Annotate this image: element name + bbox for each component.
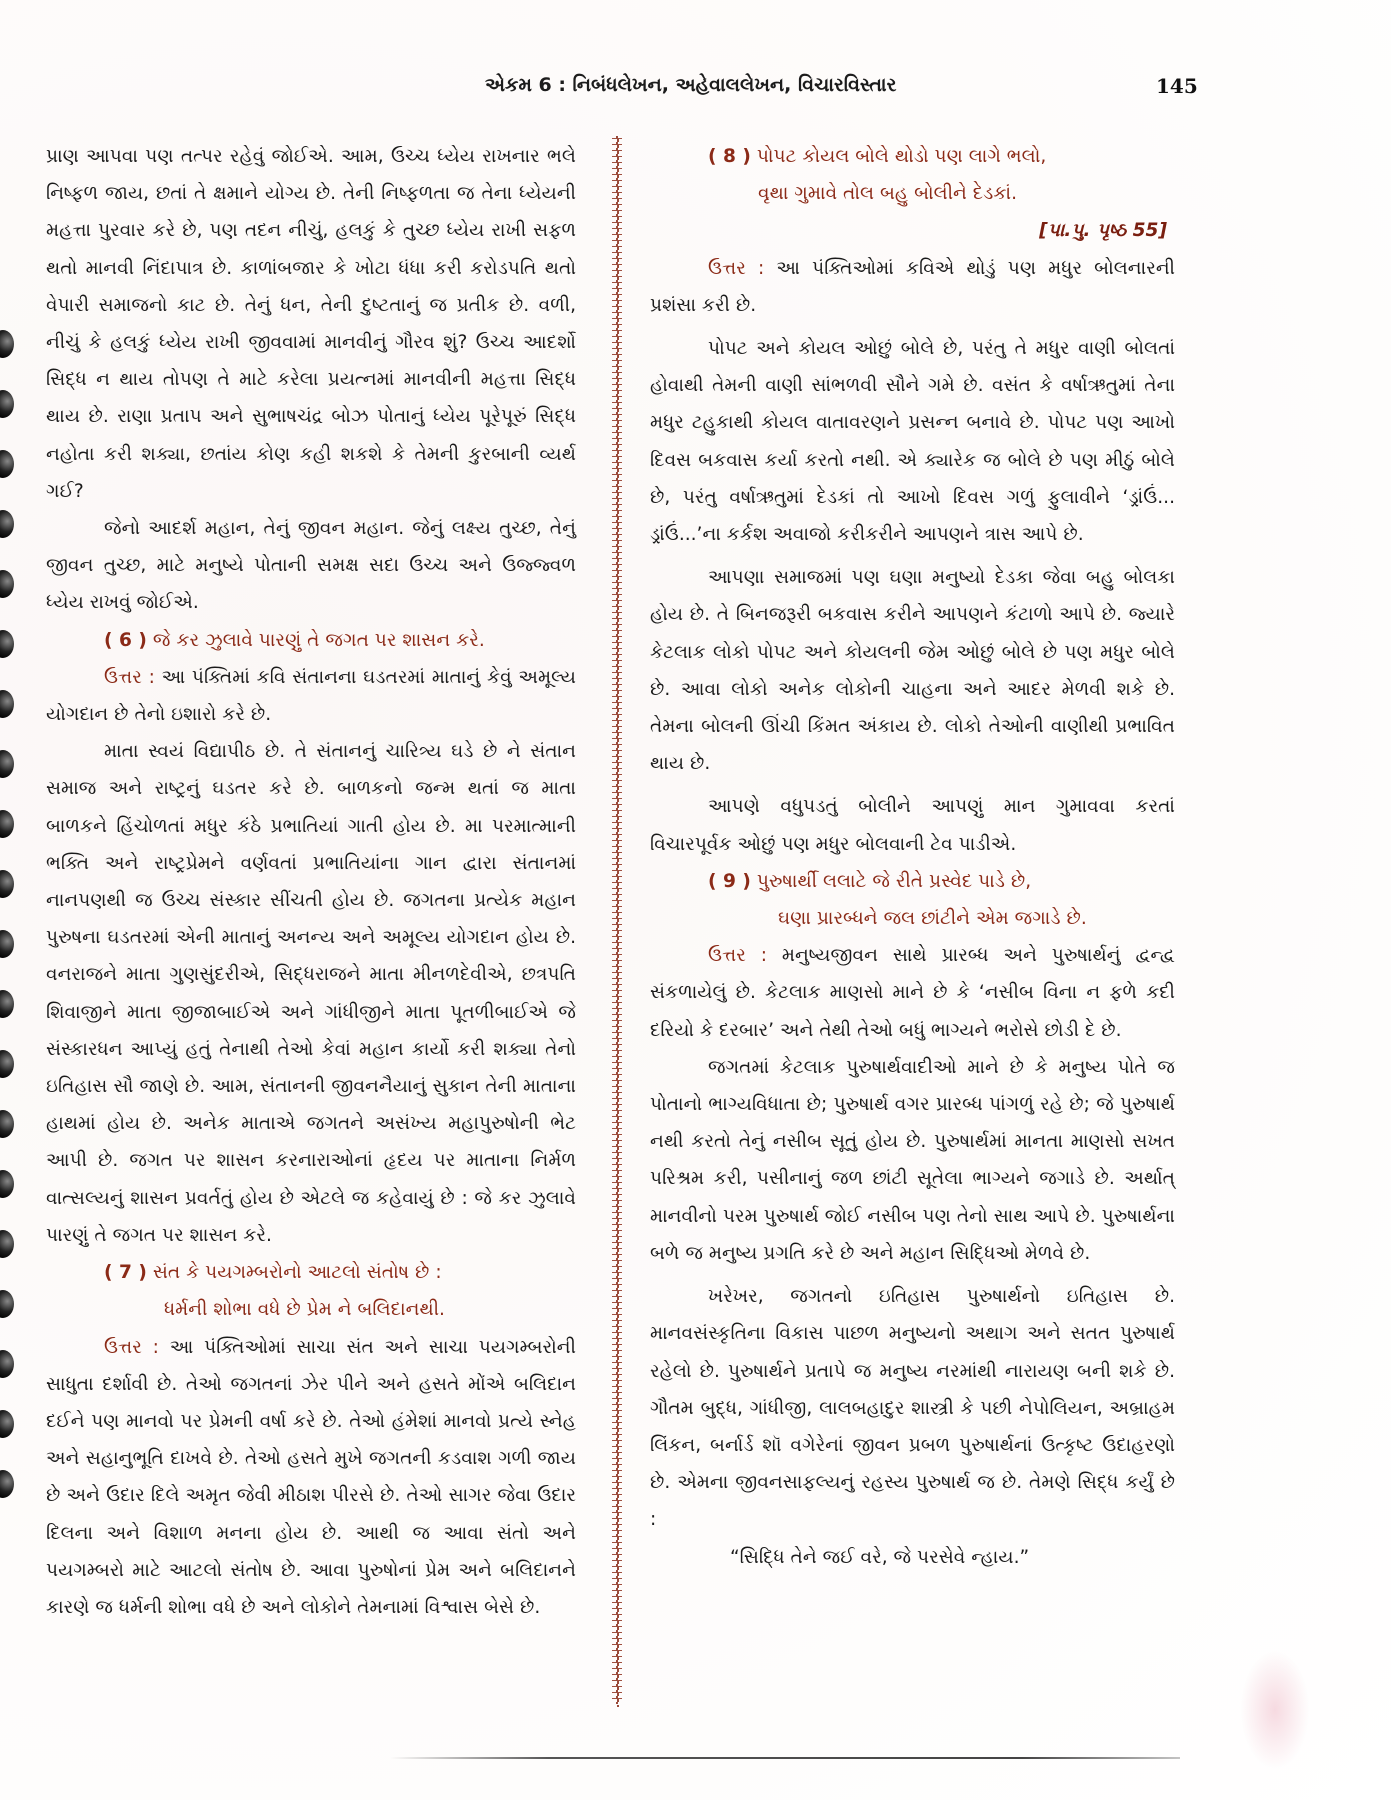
spiral-binding xyxy=(0,330,24,1630)
closing-quote: “સિદ્ધિ તેને જઈ વરે, જે પરસેવે ન્હાય.” xyxy=(730,1546,1030,1568)
answer-text: આ પંક્તિઓમાં સાચા સંત અને સાચા પયગમ્બરોની સાધુતા દર્શાવી છે. તેઓ જગતનાં ઝેર પીને અને હસતે મોંએ બલિદાન દઈને પણ માનવો પર પ્રેમની વર્ષા કરે છે. તેઓ હંમેશાં માનવો પ્રત્યે સ્નેહ અને સહાનુભૂતિ દાખવે છે. તેઓ હસતે મુખે જગતની કડવાશ ગળી જાય છે અને ઉદાર દિલે અમૃત જેવી મીઠાશ પીરસે છે. તેઓ સાગર જેવા ઉદાર દિલના અને વિશાળ મનના હોય છે. આથી જ આવા સંતો અને પયગમ્બરો માટે આટલો સંતોષ છે. આવા પુરુષોનાં પ્રેમ અને બલિદાનને કારણે જ ધર્મની શોભા વધે છે અને લોકોને તેમનામાં વિશ્વાસ બેસે છે. xyxy=(46,1336,576,1618)
verse-line: જે કર ઝુલાવે પારણું તે જગત પર શાસન કરે. xyxy=(152,629,485,651)
binding-hole xyxy=(0,990,14,1018)
binding-hole xyxy=(0,1470,14,1498)
binding-hole xyxy=(0,510,14,538)
answer xyxy=(650,250,1175,324)
binding-hole xyxy=(0,1110,14,1138)
paragraph: માતા સ્વયં વિદ્યાપીઠ છે. તે સંતાનનું ચારિત્ર્ય ઘડે છે ને સંતાન સમાજ અને રાષ્ટ્રનું ઘડતર કરે છે. બાળકનો જન્મ થતાં જ માતા બાળકને હિંચોળતાં મધુર કંઠે પ્રભાતિયાં ગાતી હોય છે. મા પરમાત્માની ભક્તિ અને રાષ્ટ્રપ્રેમને વર્ણવતાં પ્રભાતિયાંના ગાન દ્વારા સંતાનમાં નાનપણથી જ ઉચ્ચ સંસ્કાર સીંચતી હોય છે. જગતના પ્રત્યેક મહાન પુરુષના ઘડતરમાં એની માતાનું અનન્ય અને અમૂલ્ય યોગદાન હોય છે. વનરાજને માતા ગુણસુંદરીએ, સિદ્ધરાજને માતા મીનળદેવીએ, છત્રપતિ શિવાજીને માતા જીજાબાઈએ અને ગાંધીજીને માતા પૂતળીબાઈએ જે સંસ્કારધન આપ્યું હતું તેનાથી તેઓ કેવાં મહાન કાર્યો કરી શક્યા તેનો ઇતિહાસ સૌ જાણે છે. આમ, સંતાનની જીવનનૈયાનું સુકાન તેની માતાના હાથમાં હોય છે. અનેક માતાએ જગતને અસંખ્ય મહાપુરુષોની ભેટ આપી છે. જગત પર શાસન કરનારાઓનાં હૃદય પર માતાના નિર્મળ વાત્સલ્યનું શાસન પ્રવર્તતું હોય છે એટલે જ કહેવાયું છે : જે કર ઝુલાવે પારણું તે જગત પર શાસન કરે. xyxy=(46,741,576,1246)
verse-line: પોપટ કોયલ બોલે થોડો પણ લાગે ભલો, xyxy=(756,146,1047,167)
binding-hole xyxy=(0,330,14,358)
column-divider xyxy=(612,136,622,1704)
question-number: ( 9 ) xyxy=(708,870,751,892)
question-heading-9 xyxy=(650,863,1175,900)
question-number: ( 6 ) xyxy=(104,629,147,651)
verse-line: પુરુષાર્થી લલાટે જે રીતે પ્રસ્વેદ પાડે છે, xyxy=(756,870,1032,892)
page-number: 145 xyxy=(1156,74,1198,98)
right-column xyxy=(650,138,1175,1576)
paragraph: પોપટ અને કોયલ ઓછું બોલે છે, પરંતુ તે મધુર વાણી બોલતાં હોવાથી તેમની વાણી સાંભળવી સૌને ગમે છે. વસંત કે વર્ષાઋતુમાં તેના મધુર ટહુકાથી કોયલ વાતાવરણને પ્રસન્ન બનાવે છે. પોપટ પણ આખો દિવસ બકવાસ કર્યા કરતો નથી. એ ક્યારેક જ બોલે છે પણ મીઠું બોલે છે, પરંતુ વર્ષાઋતુમાં દેડકાં તો આખો દિવસ ગળું ફુલાવીને ‘ડ્રાંઉં... ડ્રાંઉં...’ના કર્કશ અવાજો કરીકરીને આપણને ત્રાસ આપે છે. xyxy=(650,338,1175,546)
page-header xyxy=(0,72,1391,112)
binding-hole xyxy=(0,750,14,778)
answer-label: ઉત્તર : xyxy=(708,257,765,279)
binding-hole xyxy=(0,1230,14,1258)
paragraph: આપણે વધુપડતું બોલીને આપણું માન ગુમાવવા કરતાં વિચારપૂર્વક ઓછું પણ મધુર બોલવાની ટેવ પાડીએ. xyxy=(650,796,1175,855)
binding-hole xyxy=(0,690,14,718)
answer-label: ઉત્તર : xyxy=(104,666,155,688)
binding-hole xyxy=(0,570,14,598)
binding-hole xyxy=(0,1290,14,1318)
answer-text: આ પંક્તિઓમાં કવિએ થોડું પણ મધુર બોલનારની પ્રશંસા કરી છે. xyxy=(650,257,1175,316)
binding-hole xyxy=(0,1350,14,1378)
verse-line: સંત કે પયગમ્બરોનો આટલો સંતોષ છે : xyxy=(152,1262,442,1284)
question-number: ( 7 ) xyxy=(104,1262,147,1284)
paragraph: જગતમાં કેટલાક પુરુષાર્થવાદીઓ માને છે કે મનુષ્ય પોતે જ પોતાનો ભાગ્યવિધાતા છે; પુરુષાર્થ વગર પ્રારબ્ધ પાંગળું રહે છે; જે પુરુષાર્થ નથી કરતો તેનું નસીબ સૂતું હોય છે. પુરુષાર્થમાં માનતા માણસો સખત પરિશ્રમ કરી, પસીનાનું જળ છાંટી સૂતેલા ભાગ્યને જગાડે છે. અર્થાત્ માનવીનો પરમ પુરુષાર્થ જોઈ નસીબ પણ તેનો સાથ આપે છે. પુરુષાર્થના બળે જ મનુષ્ય પ્રગતિ કરે છે અને મહાન સિદ્ધિઓ મેળવે છે. xyxy=(650,1056,1175,1264)
verse-line-2: વૃથા ગુમાવે તોલ બહુ બોલીને દેડકાં. xyxy=(758,183,1017,205)
answer-label: ઉત્તર : xyxy=(104,1336,159,1358)
answer-text: મનુષ્યજીવન સાથે પ્રારબ્ધ અને પુરુષાર્થનું દ્વન્દ્વ સંકળાયેલું છે. કેટલાક માણસો માને છે કે ‘નસીબ વિના ન ફળે કદી દરિયો કે દરબાર’ અને તેથી તેઓ બધું ભાગ્યને ભરોસે છોડી દે છે. xyxy=(650,945,1175,1041)
verse-line-2: ઘણા પ્રારબ્ધને જલ છાંટીને એમ જગાડે છે. xyxy=(778,908,1087,930)
paragraph: પ્રાણ આપવા પણ તત્પર રહેવું જોઈએ. આમ, ઉચ્ચ ધ્યેય રાખનાર ભલે નિષ્ફળ જાય, છતાં તે ક્ષમાને યોગ્ય છે. તેની નિષ્ફળતા જ તેના ધ્યેયની મહત્તા પુરવાર કરે છે, પણ તદન નીચું, હલકું કે તુચ્છ ધ્યેય રાખી સફળ થતો માનવી નિંદાપાત્ર છે. કાળાંબજાર કે ખોટા ધંધા કરી કરોડપતિ થતો વેપારી સમાજનો કાટ છે. તેનું ધન, તેની દુષ્ટતાનું જ પ્રતીક છે. વળી, નીચું કે હલકું ધ્યેય રાખી જીવવામાં માનવીનું ગૌરવ શું? ઉચ્ચ આદર્શો સિદ્ધ ન થાય તોપણ તે માટે કરેલા પ્રયત્નમાં માનવીની મહત્તા સિદ્ધ થાય છે. રાણા પ્રતાપ અને સુભાષચંદ્ર બોઝ પોતાનું ધ્યેય પૂરેપૂરું સિદ્ધ નહોતા કરી શક્યા, છતાંય કોણ કહી શકશે કે તેમની કુરબાની વ્યર્થ ગઈ? xyxy=(46,146,576,502)
question-heading-7 xyxy=(46,1254,576,1291)
textbook-reference: [પા.પુ. પૃષ્ઠ 55] xyxy=(1039,220,1167,242)
binding-hole xyxy=(0,870,14,898)
chapter-title: એકમ 6 : નિબંધલેખન, અહેવાલલેખન, વિચારવિસ્તાર xyxy=(485,74,897,96)
binding-hole xyxy=(0,810,14,838)
binding-hole xyxy=(0,390,14,418)
answer xyxy=(46,659,576,733)
verse-line-2: ધર્મની શોભા વધે છે પ્રેમ ને બલિદાનથી. xyxy=(164,1299,445,1321)
paragraph: ખરેખર, જગતનો ઇતિહાસ પુરુષાર્થનો ઇતિહાસ છે. માનવસંસ્કૃતિના વિકાસ પાછળ મનુષ્યનો અથાગ અને સતત પુરુષાર્થ રહેલો છે. પુરુષાર્થને પ્રતાપે જ મનુષ્ય નરમાંથી નારાયણ બની શકે છે. ગૌતમ બુદ્ધ, ગાંધીજી, લાલબહાદુર શાસ્ત્રી કે પછી નેપોલિયન, અબ્રાહમ લિંકન, બર્નાર્ડ શૉ વગેરેનાં જીવન પ્રબળ પુરુષાર્થનાં ઉત્કૃષ્ટ ઉદાહરણો છે. એમના જીવનસાફલ્યનું રહસ્ય પુરુષાર્થ જ છે. તેમણે સિદ્ધ કર્યું છે : xyxy=(650,1286,1175,1531)
binding-hole xyxy=(0,450,14,478)
binding-hole xyxy=(0,930,14,958)
binding-hole xyxy=(0,1170,14,1198)
binding-hole xyxy=(0,630,14,658)
question-heading-6 xyxy=(46,622,576,659)
binding-hole xyxy=(0,1410,14,1438)
binding-hole xyxy=(0,1050,14,1078)
answer xyxy=(650,937,1175,1049)
question-number: ( 8 ) xyxy=(708,146,751,167)
answer-label: ઉત્તર : xyxy=(708,945,768,967)
left-column xyxy=(46,138,576,1626)
paragraph: આપણા સમાજમાં પણ ઘણા મનુષ્યો દેડકા જેવા બહુ બોલકા હોય છે. તે બિનજરૂરી બકવાસ કરીને આપણને કંટાળો આપે છે. જ્યારે કેટલાક લોકો પોપટ અને કોયલની જેમ ઓછું બોલે છે પણ મધુર બોલે છે. આવા લોકો અનેક લોકોની ચાહના અને આદર મેળવી શકે છે. તેમના બોલની ઊંચી કિંમત અંકાય છે. લોકો તેઓની વાણીથી પ્રભાવિત થાય છે. xyxy=(650,567,1175,775)
page-bottom-rule xyxy=(390,1757,1180,1759)
answer-text: આ પંક્તિમાં કવિ સંતાનના ઘડતરમાં માતાનું કેવું અમૂલ્ય યોગદાન છે તેનો ઇશારો કરે છે. xyxy=(46,666,576,726)
answer xyxy=(46,1329,576,1627)
paper-stain xyxy=(1240,1650,1310,1770)
question-heading-8 xyxy=(650,138,1175,175)
paragraph: જેનો આદર્શ મહાન, તેનું જીવન મહાન. જેનું લક્ષ્ય તુચ્છ, તેનું જીવન તુચ્છ, માટે મનુષ્યે પોતાની સમક્ષ સદા ઉચ્ચ અને ઉજ્જ્વળ ધ્યેય રાખવું જોઈએ. xyxy=(46,518,576,614)
